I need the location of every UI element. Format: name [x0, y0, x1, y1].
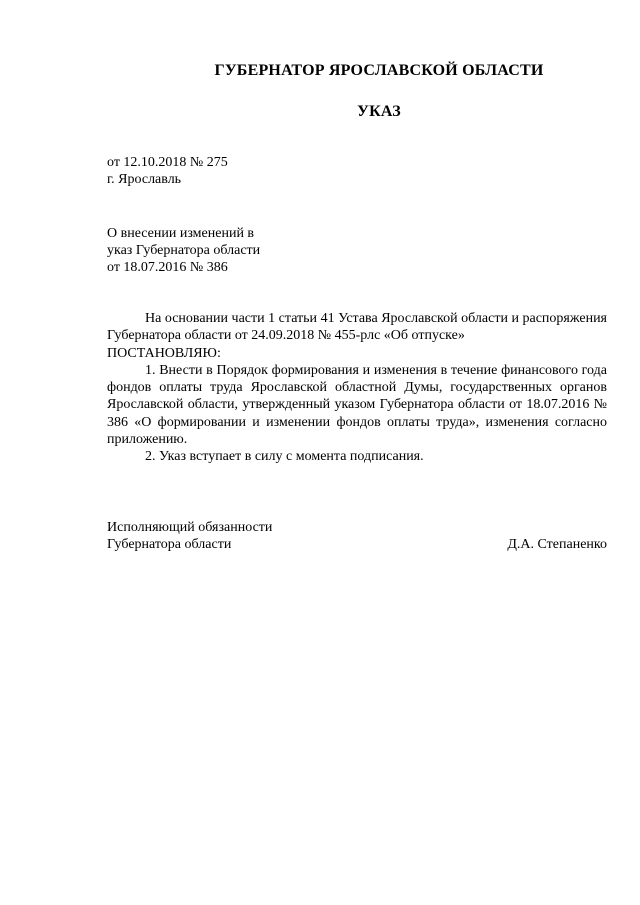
preamble: На основании части 1 статьи 41 Устава Ярославской области и распоряжения Губернатора области от 24.09.2018 № 455-рлс «Об отпуске»	[107, 311, 607, 344]
signatory-role-line2: Губернатора области	[107, 537, 232, 552]
signatory-name: Д.А. Степаненко	[507, 537, 607, 552]
issuer-heading: ГУБЕРНАТОР ЯРОСЛАВСКОЙ ОБЛАСТИ	[214, 62, 544, 79]
signatory-role-line1: Исполняющий обязанности	[107, 520, 273, 535]
subject-line: указ Губернатора области	[107, 243, 261, 258]
clause-2: 2. Указ вступает в силу с момента подписания.	[145, 449, 424, 465]
signature-block	[107, 519, 607, 553]
document-body	[107, 310, 607, 466]
place: г. Ярославль	[107, 172, 182, 187]
decree-word: ПОСТАНОВЛЯЮ:	[107, 345, 221, 361]
document-type-heading: УКАЗ	[357, 103, 401, 120]
subject-line: О внесении изменений в	[107, 226, 255, 241]
subject-line: от 18.07.2016 № 386	[107, 260, 228, 275]
signature-row	[107, 536, 607, 553]
document-meta	[107, 154, 228, 188]
date-number: от 12.10.2018 № 275	[107, 155, 228, 170]
document-subject	[107, 225, 260, 276]
clause-1: 1. Внести в Порядок формирования и изменения в течение финансового года фондов оплаты труда Ярославской областной Думы, государственных органов Ярославской области, утвержденный указом Губернатора области от 18.07.2016 № 386 «О формировании и изменении фондов оплаты труда», изменения согласно приложению.	[107, 362, 607, 448]
